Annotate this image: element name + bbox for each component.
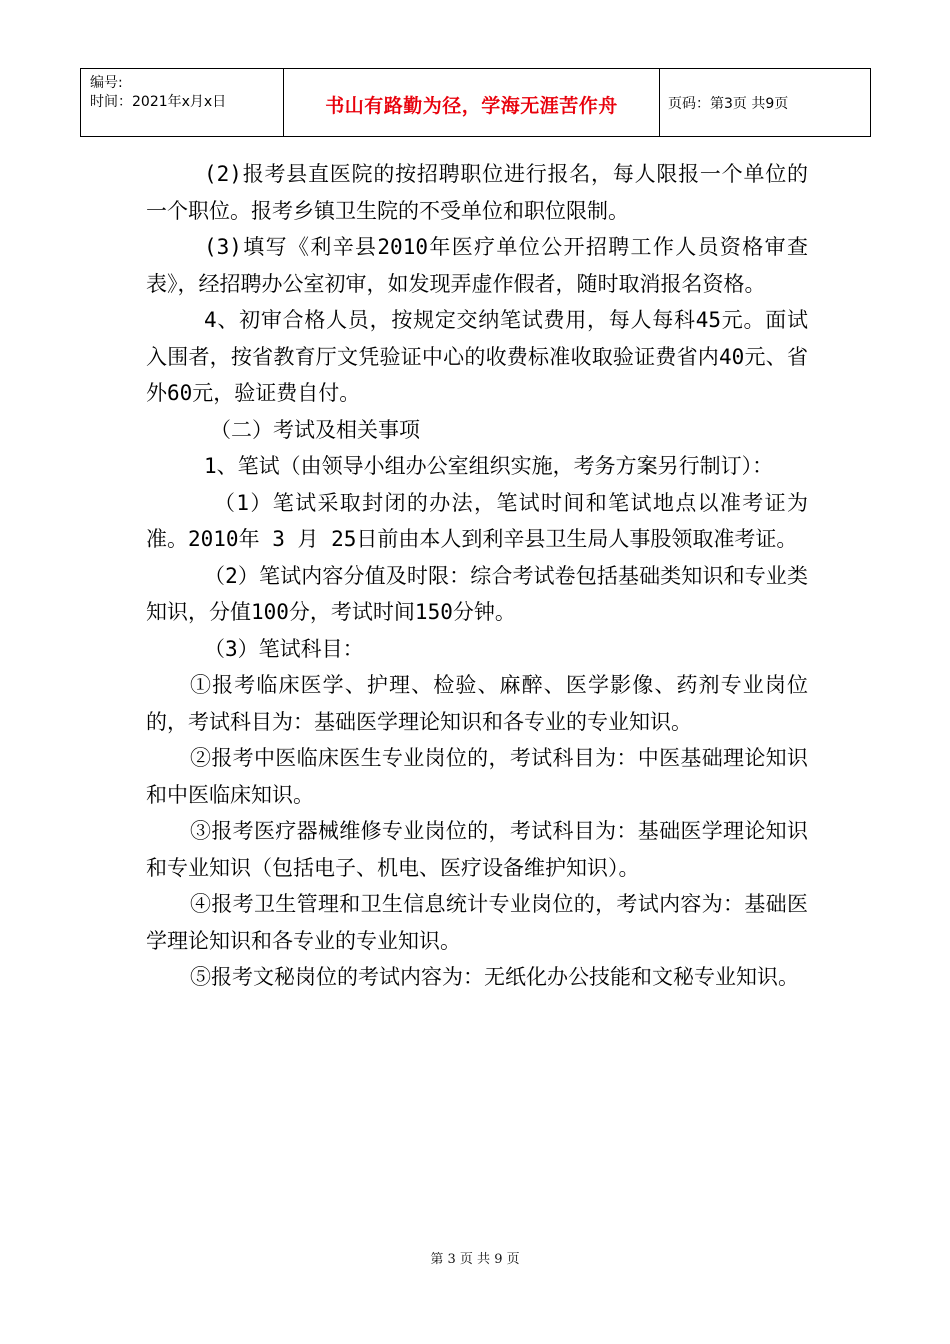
page-footer: 第 3 页 共 9 页	[430, 1252, 520, 1267]
paragraph-exam-subjects: （3）笔试科目：	[204, 636, 364, 661]
document-date-label: 时间：2021年x月x日	[90, 94, 227, 110]
list-item-tcm: ②报考中医临床医生专业岗位的，考试科目为：中医基础理论知识和中医临床知识。	[146, 746, 808, 807]
header-page-cell	[660, 69, 870, 136]
paragraph-qualification-form: (3)填写《利辛县2010年医疗单位公开招聘工作人员资格审查表》，经招聘办公室初审，如发现弄虚作假者，随时取消报名资格。	[146, 235, 808, 296]
document-body	[146, 156, 808, 996]
header-motto-cell	[284, 69, 660, 136]
paragraph-exam-method: （1）笔试采取封闭的办法，笔试时间和笔试地点以准考证为准。2010年 3 月 25日前由本人到利辛县卫生局人事股领取准考证。	[146, 490, 809, 551]
document-number-label: 编号:	[90, 75, 123, 91]
paragraph-exam-fee: 4、初审合格人员，按规定交纳笔试费用，每人每科45元。面试入围者，按省教育厅文凭验证中心的收费标准收取验证费省内40元、省外60元，验证费自付。	[146, 308, 808, 405]
paragraph-exam-content: （2）笔试内容分值及时限：综合考试卷包括基础类知识和专业类知识，分值100分，考试时间150分钟。	[146, 563, 808, 624]
page-header	[80, 68, 871, 137]
list-item-secretary: ⑤报考文秘岗位的考试内容为：无纸化办公技能和文秘专业知识。	[190, 965, 799, 989]
list-item-management: ④报考卫生管理和卫生信息统计专业岗位的，考试内容为：基础医学理论知识和各专业的专业知识。	[146, 892, 808, 953]
paragraph-written-exam: 1、笔试（由领导小组办公室组织实施，考务方案另行制订）：	[204, 454, 774, 478]
paragraph-county-hospital: (2)报考县直医院的按招聘职位进行报名，每人限报一个单位的一个职位。报考乡镇卫生院的不受单位和职位限制。	[146, 162, 808, 223]
header-info-cell	[81, 69, 284, 136]
section-heading-exam: （二）考试及相关事项	[210, 417, 420, 442]
list-item-clinical: ①报考临床医学、护理、检验、麻醉、医学影像、药剂专业岗位的，考试科目为：基础医学理论知识和各专业的专业知识。	[146, 673, 808, 734]
header-motto: 书山有路勤为径，学海无涯苦作舟	[325, 95, 618, 117]
list-item-equipment: ③报考医疗器械维修专业岗位的，考试科目为：基础医学理论知识和专业知识（包括电子、机电、医疗设备维护知识）。	[146, 819, 808, 880]
header-page-label: 页码：第3页 共9页	[668, 96, 789, 112]
